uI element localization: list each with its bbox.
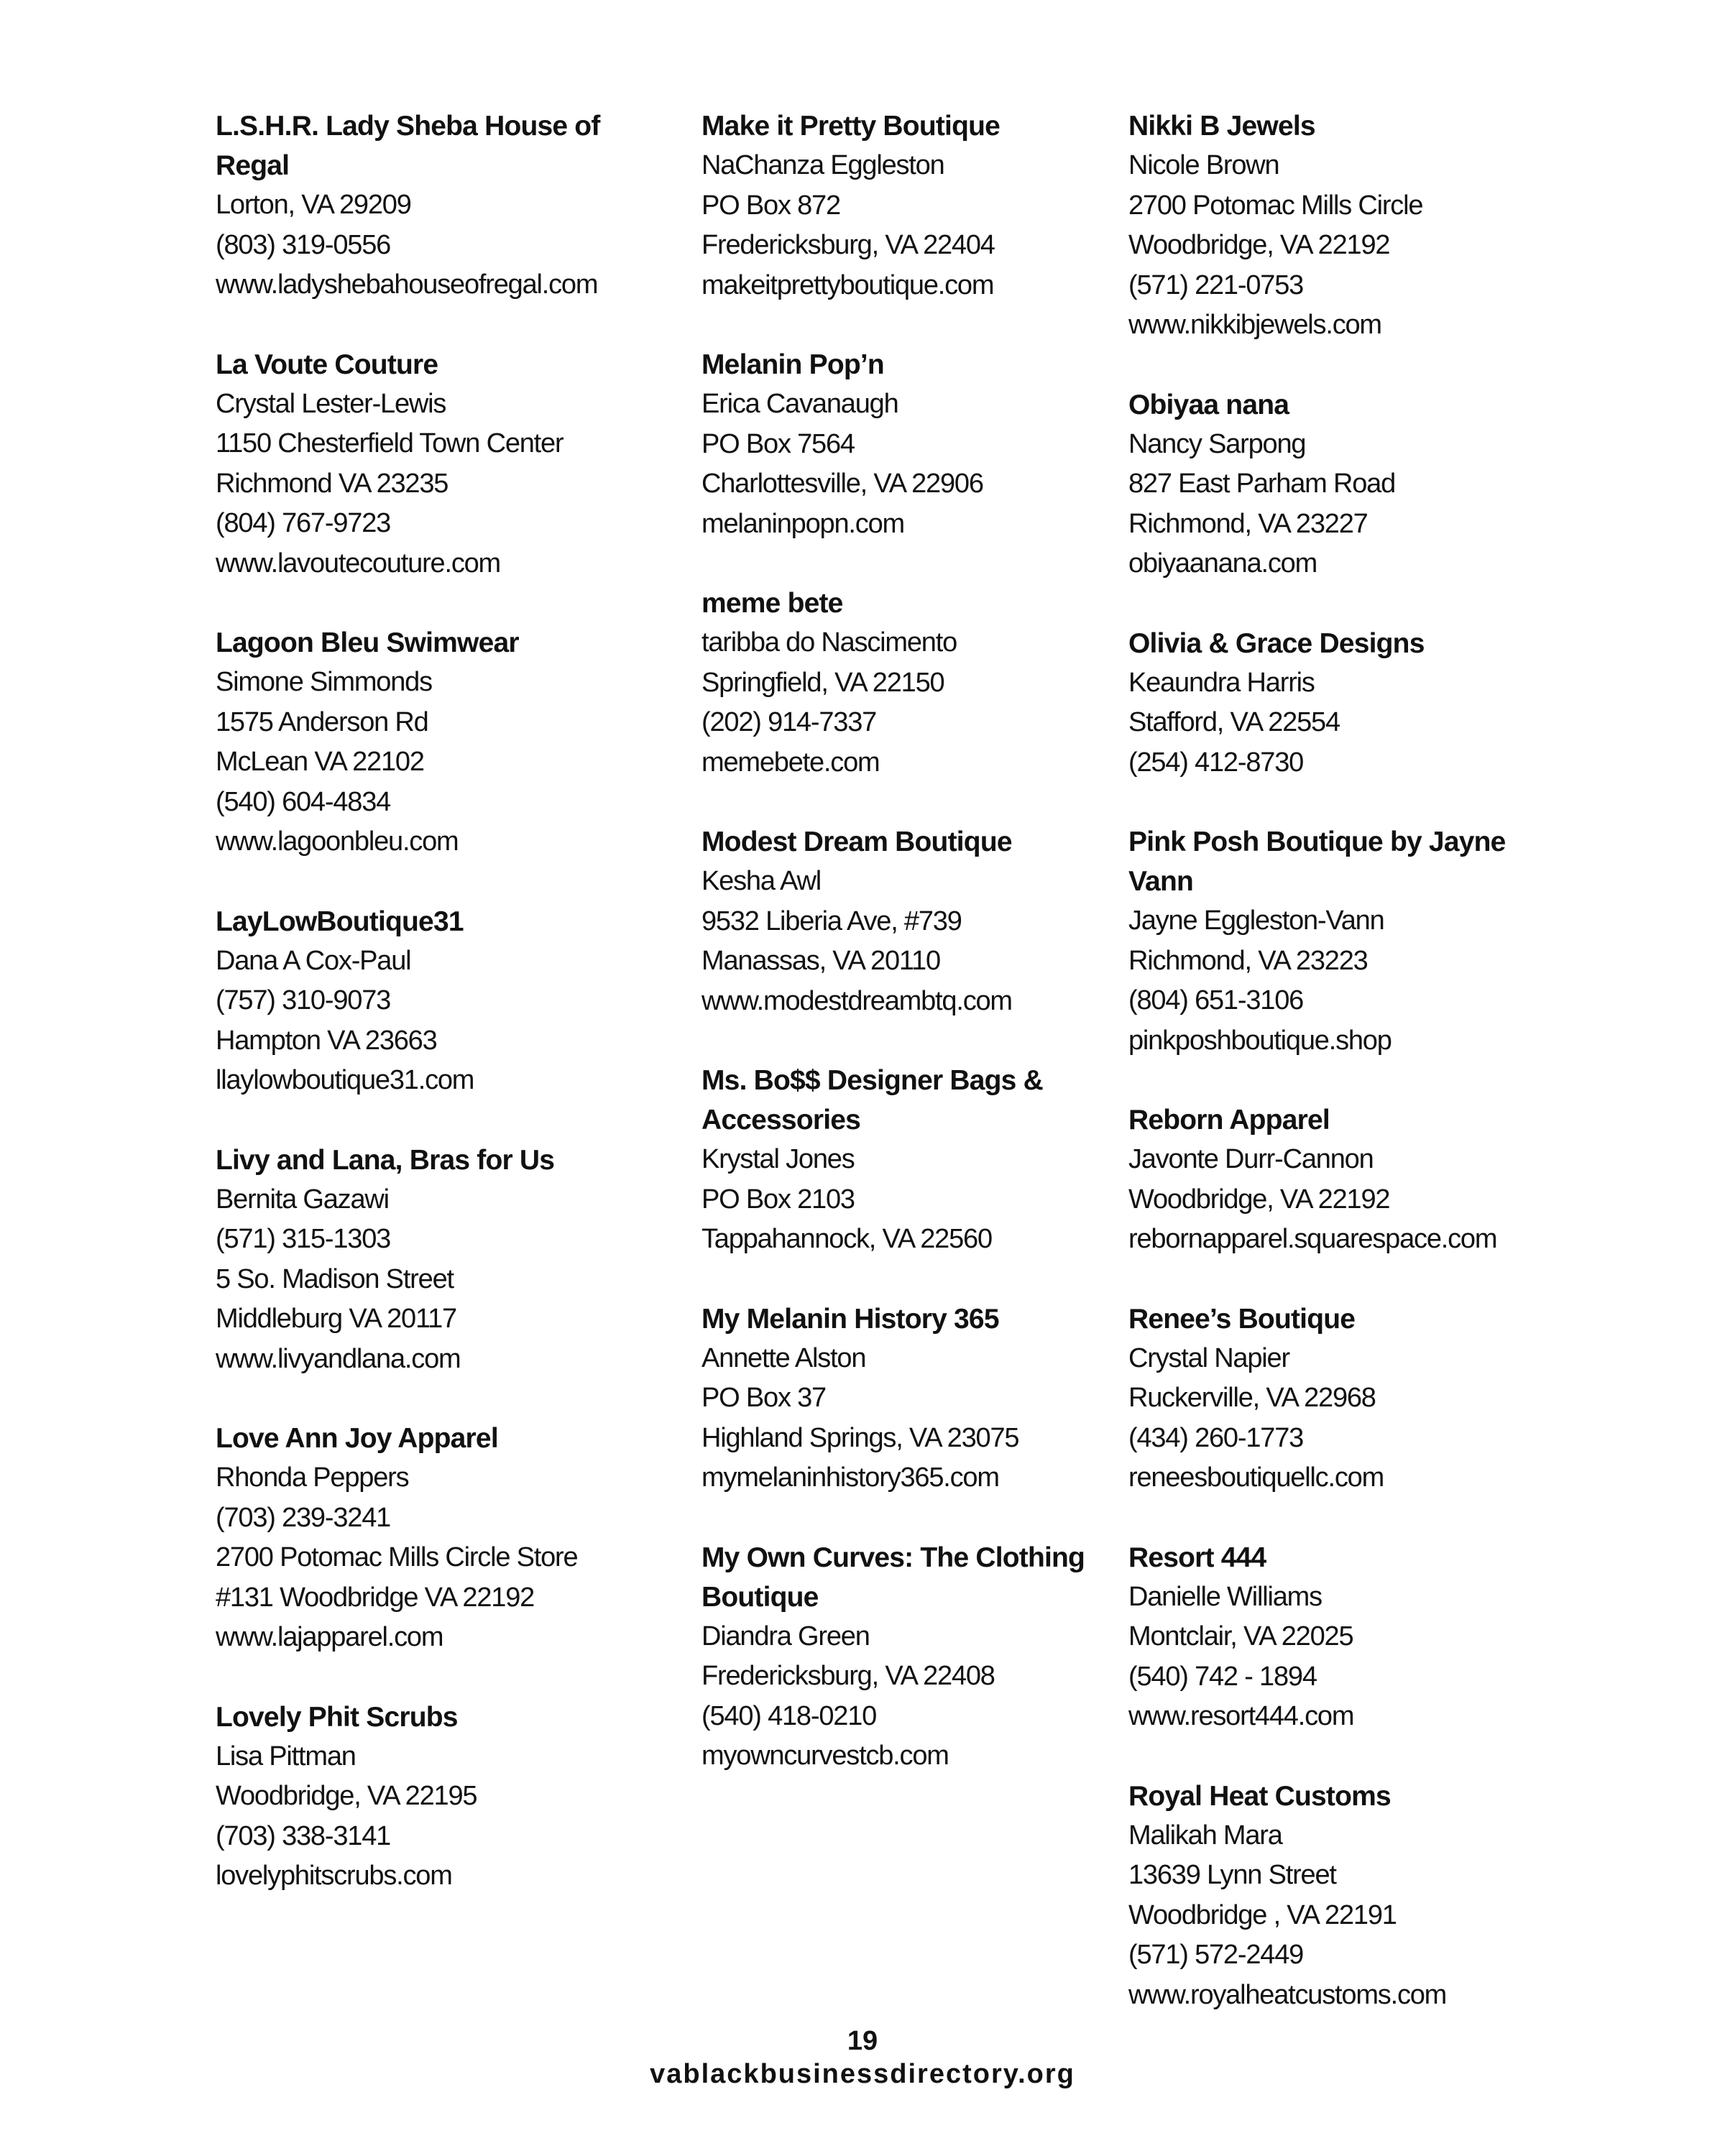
- entry-detail-line: 827 East Parham Road: [1128, 469, 1396, 499]
- entry-detail-line: (202) 914-7337: [702, 707, 877, 737]
- entry-detail-line: Fredericksburg, VA 22408: [702, 1661, 995, 1691]
- entry-detail-line: Woodbridge , VA 22191: [1128, 1899, 1397, 1930]
- business-name: Ms. Bo$$ Designer Bags & Accessories: [702, 1065, 1043, 1135]
- entry-detail-line: Nancy Sarpong: [1128, 428, 1306, 459]
- entry-detail-line: Annette Alston: [702, 1342, 866, 1373]
- entry-detail-line: www.lavoutecouture.com: [216, 548, 501, 579]
- entry-detail-line: 9532 Liberia Ave, #739: [702, 906, 962, 936]
- entry-detail-line: NaChanza Eggleston: [702, 150, 944, 180]
- entry-detail-line: Fredericksburg, VA 22404: [702, 230, 995, 260]
- entry-detail-line: Stafford, VA 22554: [1128, 707, 1340, 737]
- entry-detail-line: Woodbridge, VA 22192: [1128, 1184, 1390, 1215]
- entry-detail-line: taribba do Nascimento: [702, 627, 957, 658]
- entry-detail-line: Nicole Brown: [1128, 150, 1279, 180]
- directory-column-3: [1128, 106, 1574, 2055]
- business-name: My Melanin History 365: [702, 1303, 999, 1335]
- entry-detail-line: (804) 651-3106: [1128, 985, 1304, 1015]
- directory-entry: [1128, 106, 1574, 346]
- directory-entry: [702, 1061, 1104, 1260]
- entry-detail-line: 2700 Potomac Mills Circle Store: [216, 1542, 578, 1572]
- entry-detail-line: (571) 315-1303: [216, 1224, 391, 1254]
- entry-detail-line: (254) 412-8730: [1128, 747, 1304, 778]
- directory-entry: [702, 345, 1104, 544]
- business-name: Resort 444: [1128, 1542, 1266, 1573]
- directory-entry: [1128, 624, 1574, 783]
- entry-detail-line: Hampton VA 23663: [216, 1025, 437, 1056]
- business-name: Nikki B Jewels: [1128, 111, 1315, 142]
- business-name: Reborn Apparel: [1128, 1105, 1330, 1135]
- entry-detail-line: (540) 742 - 1894: [1128, 1661, 1317, 1692]
- entry-detail-line: (571) 221-0753: [1128, 270, 1304, 300]
- directory-entry: [1128, 385, 1574, 584]
- directory-entry: [216, 902, 676, 1101]
- entry-detail-line: (757) 310-9073: [216, 985, 391, 1015]
- business-name: Lovely Phit Scrubs: [216, 1701, 458, 1733]
- directory-entry: [1128, 1100, 1574, 1260]
- directory-entry: [702, 106, 1104, 305]
- business-name: Modest Dream Boutique: [702, 826, 1012, 857]
- directory-entry: [702, 822, 1104, 1021]
- entry-detail-line: 5 So. Madison Street: [216, 1263, 454, 1294]
- entry-detail-line: (703) 338-3141: [216, 1820, 391, 1851]
- entry-detail-line: Malikah Mara: [1128, 1820, 1282, 1851]
- entry-detail-line: (540) 418-0210: [702, 1700, 877, 1731]
- entry-detail-line: (804) 767-9723: [216, 508, 391, 538]
- business-name: Love Ann Joy Apparel: [216, 1423, 498, 1454]
- entry-detail-line: Lorton, VA 29209: [216, 190, 411, 220]
- entry-detail-line: (571) 572-2449: [1128, 1940, 1304, 1970]
- entry-detail-line: www.livyandlana.com: [216, 1343, 461, 1374]
- entry-detail-line: Ruckerville, VA 22968: [1128, 1383, 1376, 1413]
- directory-entry: [702, 584, 1104, 783]
- directory-entry: [216, 1697, 676, 1897]
- directory-entry: [216, 106, 676, 305]
- directory-entry: [702, 1538, 1104, 1777]
- entry-detail-line: McLean VA 22102: [216, 747, 424, 777]
- website-url: vablackbusinessdirectory.org: [650, 2059, 1075, 2089]
- directory-entry: [216, 623, 676, 862]
- entry-detail-line: Crystal Napier: [1128, 1342, 1289, 1373]
- page-number: 19: [847, 2026, 878, 2056]
- entry-detail-line: makeitprettyboutique.com: [702, 270, 994, 300]
- directory-entry: [1128, 822, 1574, 1061]
- business-name: Make it Pretty Boutique: [702, 111, 1000, 142]
- entry-detail-line: Woodbridge, VA 22192: [1128, 230, 1390, 260]
- directory-entry: [702, 1299, 1104, 1498]
- entry-detail-line: PO Box 872: [702, 190, 840, 221]
- directory-entry: [216, 1141, 676, 1380]
- entry-detail-line: PO Box 37: [702, 1383, 826, 1413]
- directory-column-2: [702, 106, 1104, 1816]
- entry-detail-line: reneesboutiquellc.com: [1128, 1462, 1384, 1493]
- entry-detail-line: Erica Cavanaugh: [702, 389, 898, 419]
- entry-detail-line: Diandra Green: [702, 1621, 870, 1651]
- entry-detail-line: PO Box 7564: [702, 428, 855, 459]
- business-name: LayLowBoutique31: [216, 906, 464, 937]
- entry-detail-line: www.lagoonbleu.com: [216, 826, 459, 857]
- entry-detail-line: Krystal Jones: [702, 1144, 855, 1174]
- entry-detail-line: www.nikkibjewels.com: [1128, 310, 1381, 340]
- entry-detail-line: Rhonda Peppers: [216, 1462, 409, 1493]
- entry-detail-line: www.ladyshebahouseofregal.com: [216, 270, 598, 300]
- directory-entry: [216, 345, 676, 584]
- entry-detail-line: (434) 260-1773: [1128, 1422, 1304, 1453]
- entry-detail-line: Lisa Pittman: [216, 1741, 356, 1772]
- directory-entry: [1128, 1538, 1574, 1737]
- entry-detail-line: (803) 319-0556: [216, 229, 391, 260]
- business-name: Obiyaa nana: [1128, 389, 1289, 420]
- entry-detail-line: (703) 239-3241: [216, 1502, 391, 1533]
- business-name: Livy and Lana, Bras for Us: [216, 1144, 555, 1176]
- business-name: Renee’s Boutique: [1128, 1303, 1356, 1335]
- entry-detail-line: Keaundra Harris: [1128, 667, 1315, 698]
- entry-detail-line: www.resort444.com: [1128, 1701, 1354, 1731]
- entry-detail-line: Bernita Gazawi: [216, 1184, 389, 1215]
- entry-detail-line: Danielle Williams: [1128, 1581, 1322, 1612]
- entry-detail-line: Richmond VA 23235: [216, 468, 448, 499]
- entry-detail-line: Simone Simmonds: [216, 667, 432, 697]
- entry-detail-line: llaylowboutique31.com: [216, 1065, 474, 1095]
- entry-detail-line: Richmond, VA 23223: [1128, 945, 1368, 976]
- entry-detail-line: Manassas, VA 20110: [702, 946, 940, 976]
- entry-detail-line: (540) 604-4834: [216, 786, 391, 817]
- entry-detail-line: Jayne Eggleston-Vann: [1128, 906, 1384, 936]
- entry-detail-line: Crystal Lester-Lewis: [216, 388, 446, 419]
- entry-detail-line: melaninpopn.com: [702, 508, 904, 539]
- business-name: Melanin Pop’n: [702, 349, 884, 380]
- entry-detail-line: Dana A Cox-Paul: [216, 945, 411, 976]
- entry-detail-line: Richmond, VA 23227: [1128, 508, 1368, 539]
- entry-detail-line: www.lajapparel.com: [216, 1622, 443, 1652]
- entry-detail-line: 2700 Potomac Mills Circle: [1128, 190, 1423, 221]
- directory-entry: [1128, 1299, 1574, 1498]
- entry-detail-line: myowncurvestcb.com: [702, 1741, 949, 1771]
- entry-detail-line: 1150 Chesterfield Town Center: [216, 428, 564, 459]
- directory-column-1: [216, 106, 676, 1936]
- entry-detail-line: lovelyphitscrubs.com: [216, 1861, 452, 1891]
- entry-detail-line: memebete.com: [702, 747, 880, 778]
- entry-detail-line: Springfield, VA 22150: [702, 667, 944, 698]
- entry-detail-line: Montclair, VA 22025: [1128, 1621, 1353, 1651]
- entry-detail-line: #131 Woodbridge VA 22192: [216, 1582, 535, 1613]
- entry-detail-line: Javonte Durr-Cannon: [1128, 1144, 1374, 1174]
- entry-detail-line: Highland Springs, VA 23075: [702, 1422, 1019, 1453]
- business-name: La Voute Couture: [216, 349, 438, 380]
- entry-detail-line: www.royalheatcustoms.com: [1128, 1979, 1447, 2010]
- entry-detail-line: Kesha Awl: [702, 866, 821, 896]
- entry-detail-line: 1575 Anderson Rd: [216, 706, 428, 737]
- entry-detail-line: obiyaanana.com: [1128, 548, 1317, 579]
- entry-detail-line: Woodbridge, VA 22195: [216, 1781, 477, 1811]
- business-name: Olivia & Grace Designs: [1128, 627, 1425, 659]
- entry-detail-line: Middleburg VA 20117: [216, 1304, 456, 1334]
- business-name: meme bete: [702, 588, 843, 619]
- business-name: L.S.H.R. Lady Sheba House of Regal: [216, 111, 600, 181]
- entry-detail-line: www.modestdreambtq.com: [702, 985, 1012, 1016]
- business-name: Royal Heat Customs: [1128, 1780, 1391, 1812]
- entry-detail-line: Charlottesville, VA 22906: [702, 469, 983, 499]
- entry-detail-line: PO Box 2103: [702, 1184, 855, 1215]
- business-name: Lagoon Bleu Swimwear: [216, 627, 519, 658]
- directory-entry: [216, 1419, 676, 1658]
- entry-detail-line: pinkposhboutique.shop: [1128, 1025, 1392, 1056]
- business-name: My Own Curves: The Clothing Boutique: [702, 1542, 1085, 1613]
- entry-detail-line: mymelaninhistory365.com: [702, 1462, 999, 1493]
- entry-detail-line: rebornapparel.squarespace.com: [1128, 1224, 1497, 1254]
- entry-detail-line: Tappahannock, VA 22560: [702, 1224, 992, 1254]
- directory-entry: [1128, 1777, 1574, 2016]
- entry-detail-line: 13639 Lynn Street: [1128, 1860, 1336, 1890]
- business-name: Pink Posh Boutique by Jayne Vann: [1128, 826, 1506, 897]
